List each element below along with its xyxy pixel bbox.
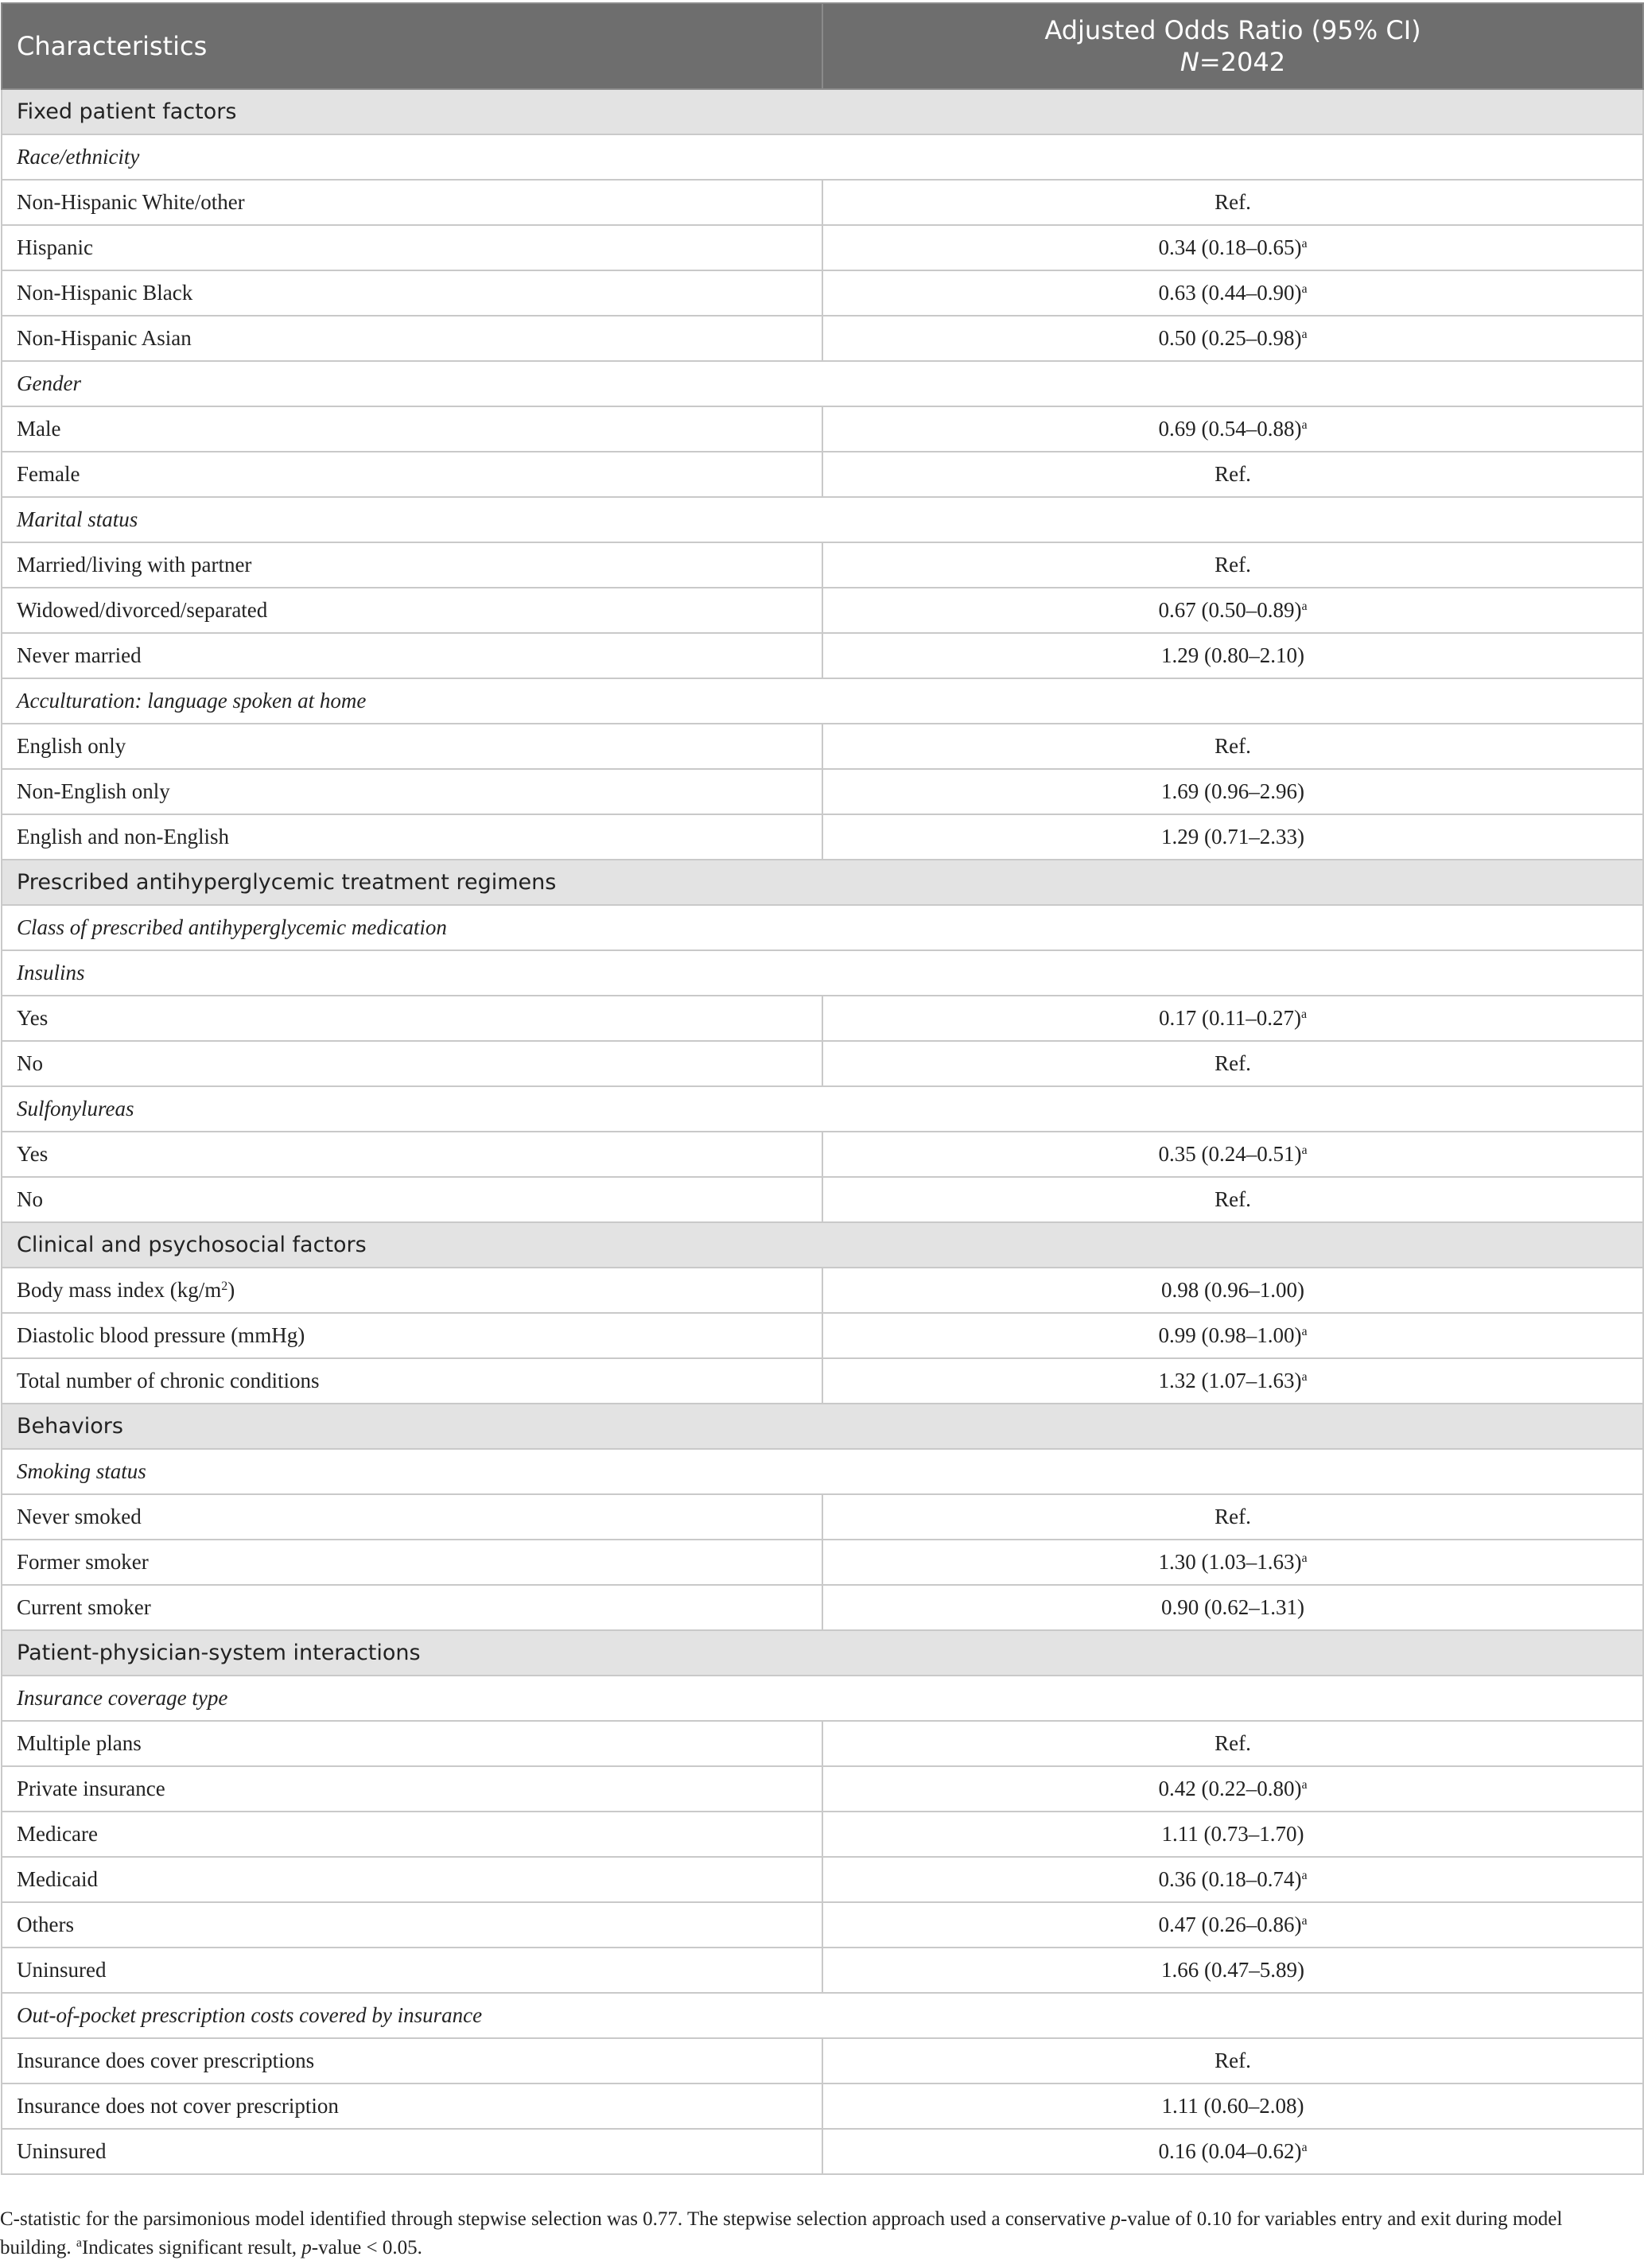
odds-ratio-value: 0.36 (0.18–0.74) — [1158, 1867, 1302, 1891]
characteristic-cell — [2, 542, 822, 588]
odds-ratio-value: 0.67 (0.50–0.89) — [1158, 598, 1302, 622]
table-row — [2, 1313, 1643, 1358]
characteristic-label: Private insurance — [17, 1777, 165, 1800]
characteristic-label: Married/living with partner — [17, 553, 252, 577]
subheading-label: Marital status — [2, 497, 1643, 542]
characteristic-label: Yes — [17, 1006, 49, 1030]
odds-ratio-cell — [822, 1857, 1643, 1902]
table-row — [2, 270, 1643, 316]
odds-ratio-cell — [822, 1766, 1643, 1812]
footnote-sig-marker: a — [76, 2236, 82, 2250]
characteristic-label: Hispanic — [17, 235, 93, 259]
odds-ratio-value: 1.29 (0.80–2.10) — [1161, 643, 1304, 667]
table-row — [2, 2038, 1643, 2084]
characteristic-label: Medicare — [17, 1822, 98, 1846]
header-or-label: Adjusted Odds Ratio (95% CI) — [1044, 15, 1421, 45]
odds-ratio-cell — [822, 1902, 1643, 1948]
characteristic-cell — [2, 814, 822, 860]
subheading-row — [2, 1993, 1643, 2038]
subheading-label: Sulfonylureas — [2, 1086, 1643, 1132]
odds-ratio-cell — [822, 1177, 1643, 1222]
characteristic-label: Widowed/divorced/separated — [17, 598, 268, 622]
characteristic-cell — [2, 406, 822, 452]
subheading-row — [2, 1449, 1643, 1494]
characteristic-label: Non-Hispanic White/other — [17, 190, 245, 214]
subheading-label: Gender — [2, 361, 1643, 406]
footnote-p-italic-1: p — [1110, 2208, 1121, 2230]
table-row — [2, 1721, 1643, 1766]
characteristic-label: Never smoked — [17, 1505, 142, 1528]
odds-ratio-cell — [822, 316, 1643, 361]
characteristic-cell — [2, 316, 822, 361]
characteristic-cell — [2, 1041, 822, 1086]
significance-marker: a — [1301, 328, 1308, 341]
subheading-label: Out-of-pocket prescription costs covered by insurance — [2, 1993, 1643, 2038]
significance-marker: a — [1300, 1008, 1308, 1021]
characteristic-cell — [2, 1540, 822, 1585]
odds-ratio-cell — [822, 406, 1643, 452]
table-row — [2, 1358, 1643, 1404]
characteristic-cell — [2, 2084, 822, 2129]
odds-ratio-cell — [822, 1358, 1643, 1404]
odds-ratio-value: 1.69 (0.96–2.96) — [1161, 779, 1304, 803]
table-body — [2, 89, 1643, 2174]
section-title: Clinical and psychosocial factors — [2, 1222, 1643, 1268]
characteristic-cell — [2, 1132, 822, 1177]
table-row — [2, 1041, 1643, 1086]
unit-superscript: 2 — [221, 1280, 228, 1293]
table-row — [2, 1766, 1643, 1812]
section-title: Prescribed antihyperglycemic treatment regimens — [2, 860, 1643, 905]
odds-ratio-value: 0.34 (0.18–0.65) — [1158, 235, 1302, 259]
table-row — [2, 1494, 1643, 1540]
subheading-label: Insulins — [2, 950, 1643, 996]
characteristic-cell — [2, 2038, 822, 2084]
characteristic-cell — [2, 270, 822, 316]
significance-marker: a — [1301, 1325, 1308, 1338]
characteristic-label: Former smoker — [17, 1550, 149, 1574]
subheading-label: Class of prescribed antihyperglycemic medication — [2, 905, 1643, 950]
characteristic-cell — [2, 1857, 822, 1902]
significance-marker: a — [1301, 282, 1308, 296]
characteristic-label: Multiple plans — [17, 1731, 142, 1755]
odds-ratio-cell — [822, 1313, 1643, 1358]
section-header-row — [2, 89, 1643, 134]
significance-marker: a — [1301, 2141, 1308, 2154]
odds-ratio-cell — [822, 452, 1643, 497]
characteristic-label: Non-Hispanic Black — [17, 281, 193, 305]
table-row — [2, 1857, 1643, 1902]
characteristic-cell — [2, 2129, 822, 2174]
odds-ratio-value: Ref. — [1215, 1505, 1251, 1528]
odds-ratio-value: 0.42 (0.22–0.80) — [1158, 1777, 1302, 1800]
odds-ratio-cell — [822, 1540, 1643, 1585]
table-row — [2, 1177, 1643, 1222]
odds-ratio-cell — [822, 1585, 1643, 1630]
characteristic-cell — [2, 1721, 822, 1766]
characteristic-label: Yes — [17, 1142, 49, 1166]
table-row — [2, 180, 1643, 225]
subheading-label: Smoking status — [2, 1449, 1643, 1494]
characteristic-label: No — [17, 1051, 43, 1075]
subheading-row — [2, 497, 1643, 542]
characteristic-cell — [2, 1268, 822, 1313]
characteristic-label: Medicaid — [17, 1867, 98, 1891]
odds-ratio-cell — [822, 2038, 1643, 2084]
odds-ratio-cell — [822, 180, 1643, 225]
significance-marker: a — [1301, 600, 1308, 613]
odds-ratio-value: 1.30 (1.03–1.63) — [1158, 1550, 1302, 1574]
subheading-label: Acculturation: language spoken at home — [2, 678, 1643, 724]
odds-ratio-value: 0.16 (0.04–0.62) — [1158, 2139, 1302, 2163]
characteristic-label: Insurance does not cover prescription — [17, 2094, 339, 2118]
characteristic-label: Non-Hispanic Asian — [17, 326, 192, 350]
characteristic-cell — [2, 1177, 822, 1222]
characteristic-cell — [2, 769, 822, 814]
characteristic-cell — [2, 225, 822, 270]
odds-ratio-value: 0.69 (0.54–0.88) — [1158, 417, 1302, 441]
section-title: Patient-physician-system interactions — [2, 1630, 1643, 1676]
table-row — [2, 225, 1643, 270]
table-header-row — [2, 3, 1643, 89]
significance-marker: a — [1301, 418, 1308, 432]
odds-ratio-value: Ref. — [1215, 1187, 1251, 1211]
odds-ratio-value: 1.32 (1.07–1.63) — [1158, 1369, 1302, 1392]
results-table-container — [1, 2, 1642, 2175]
subheading-row — [2, 134, 1643, 180]
footnote-text-1: C-statistic for the parsimonious model identified through stepwise selection was 0.77. The stepwise selection approach used a conservative — [0, 2208, 1111, 2230]
odds-ratio-value: Ref. — [1215, 2049, 1251, 2072]
table-row — [2, 1812, 1643, 1857]
characteristic-label: Diastolic blood pressure (mmHg) — [17, 1323, 305, 1347]
significance-marker: a — [1301, 1869, 1308, 1882]
subheading-row — [2, 678, 1643, 724]
subheading-label: Insurance coverage type — [2, 1676, 1643, 1721]
odds-ratio-cell — [822, 1812, 1643, 1857]
significance-marker: a — [1301, 1914, 1308, 1928]
odds-ratio-cell — [822, 588, 1643, 633]
subheading-row — [2, 1086, 1643, 1132]
header-adjusted-odds-ratio — [822, 3, 1643, 89]
odds-ratio-value: 0.99 (0.98–1.00) — [1158, 1323, 1302, 1347]
table-row — [2, 2084, 1643, 2129]
header-characteristics: Characteristics — [2, 3, 822, 89]
characteristic-label: English and non-English — [17, 825, 229, 849]
odds-ratio-cell — [822, 1721, 1643, 1766]
odds-ratio-value: Ref. — [1215, 734, 1251, 758]
characteristic-label: Male — [17, 417, 61, 441]
characteristic-cell — [2, 452, 822, 497]
odds-ratio-value: 0.98 (0.96–1.00) — [1161, 1278, 1304, 1302]
odds-ratio-cell — [822, 1948, 1643, 1993]
significance-marker: a — [1301, 1144, 1308, 1157]
section-title: Behaviors — [2, 1404, 1643, 1449]
characteristic-cell — [2, 1313, 822, 1358]
characteristic-cell — [2, 1585, 822, 1630]
characteristic-cell — [2, 1902, 822, 1948]
characteristic-cell — [2, 588, 822, 633]
table-row — [2, 1132, 1643, 1177]
footnote-text-4: -value < 0.05. — [311, 2237, 422, 2258]
characteristic-label: Insurance does cover prescriptions — [17, 2049, 315, 2072]
characteristic-label: Current smoker — [17, 1595, 151, 1619]
odds-ratio-value: 1.11 (0.73–1.70) — [1161, 1822, 1304, 1846]
characteristic-cell — [2, 724, 822, 769]
table-row — [2, 1902, 1643, 1948]
characteristic-label-tail: ) — [227, 1278, 235, 1302]
header-n-value: =2042 — [1199, 47, 1286, 77]
footnote-p-italic-2: p — [301, 2237, 312, 2258]
subheading-row — [2, 1676, 1643, 1721]
characteristic-cell — [2, 633, 822, 678]
characteristic-cell — [2, 996, 822, 1041]
table-row — [2, 769, 1643, 814]
table-row — [2, 1585, 1643, 1630]
significance-marker: a — [1301, 1778, 1308, 1792]
odds-ratio-value: Ref. — [1215, 190, 1251, 214]
table-row — [2, 814, 1643, 860]
odds-ratio-cell — [822, 1494, 1643, 1540]
table-row — [2, 1268, 1643, 1313]
table-footnote — [0, 2205, 1638, 2262]
odds-ratio-cell — [822, 724, 1643, 769]
odds-ratio-cell — [822, 2084, 1643, 2129]
table-row — [2, 2129, 1643, 2174]
section-header-row — [2, 1404, 1643, 1449]
table-row — [2, 633, 1643, 678]
odds-ratio-value: 1.66 (0.47–5.89) — [1161, 1958, 1304, 1982]
footnote-text-2: -value of 0.10 for variables entry and exit during model building. — [0, 2208, 1563, 2258]
odds-ratio-cell — [822, 2129, 1643, 2174]
odds-ratio-cell — [822, 270, 1643, 316]
characteristic-label: Never married — [17, 643, 142, 667]
table-row — [2, 316, 1643, 361]
characteristic-label: No — [17, 1187, 43, 1211]
odds-ratio-cell — [822, 1041, 1643, 1086]
odds-ratio-cell — [822, 633, 1643, 678]
odds-ratio-cell — [822, 996, 1643, 1041]
odds-ratio-cell — [822, 1132, 1643, 1177]
characteristic-label: Body mass index (kg/m — [17, 1278, 222, 1302]
table-row — [2, 1948, 1643, 1993]
section-title: Fixed patient factors — [2, 89, 1643, 134]
odds-ratio-cell — [822, 1268, 1643, 1313]
characteristic-cell — [2, 1766, 822, 1812]
significance-marker: a — [1301, 237, 1308, 250]
characteristic-label: Female — [17, 462, 80, 486]
odds-ratio-value: Ref. — [1215, 1731, 1251, 1755]
table-row — [2, 452, 1643, 497]
odds-ratio-value: 0.35 (0.24–0.51) — [1158, 1142, 1302, 1166]
section-header-row — [2, 1222, 1643, 1268]
odds-ratio-value: 0.63 (0.44–0.90) — [1158, 281, 1302, 305]
odds-ratio-value: Ref. — [1215, 462, 1251, 486]
odds-ratio-cell — [822, 814, 1643, 860]
odds-ratio-value: 1.29 (0.71–2.33) — [1161, 825, 1304, 849]
characteristic-label: Non-English only — [17, 779, 170, 803]
footnote-text-3: Indicates significant result, — [81, 2237, 302, 2258]
characteristic-cell — [2, 1494, 822, 1540]
odds-ratio-cell — [822, 542, 1643, 588]
significance-marker: a — [1301, 1551, 1308, 1565]
table-row — [2, 406, 1643, 452]
odds-ratio-value: 0.90 (0.62–1.31) — [1161, 1595, 1304, 1619]
characteristic-cell — [2, 1358, 822, 1404]
characteristic-label: Uninsured — [17, 1958, 107, 1982]
section-header-row — [2, 860, 1643, 905]
table-row — [2, 1540, 1643, 1585]
odds-ratio-value: 0.47 (0.26–0.86) — [1158, 1913, 1302, 1936]
table-row — [2, 996, 1643, 1041]
characteristic-cell — [2, 1948, 822, 1993]
adjusted-odds-ratio-table — [1, 2, 1644, 2175]
characteristic-label: English only — [17, 734, 126, 758]
odds-ratio-value: Ref. — [1215, 553, 1251, 577]
characteristic-label: Total number of chronic conditions — [17, 1369, 320, 1392]
odds-ratio-value: 1.11 (0.60–2.08) — [1161, 2094, 1304, 2118]
odds-ratio-value: 0.17 (0.11–0.27) — [1158, 1006, 1301, 1030]
odds-ratio-value: 0.50 (0.25–0.98) — [1158, 326, 1302, 350]
section-header-row — [2, 1630, 1643, 1676]
table-row — [2, 542, 1643, 588]
subheading-row — [2, 361, 1643, 406]
table-row — [2, 724, 1643, 769]
characteristic-label: Uninsured — [17, 2139, 107, 2163]
subheading-row — [2, 905, 1643, 950]
characteristic-cell — [2, 1812, 822, 1857]
subheading-label: Race/ethnicity — [2, 134, 1643, 180]
characteristic-label: Others — [17, 1913, 74, 1936]
characteristic-cell — [2, 180, 822, 225]
odds-ratio-cell — [822, 769, 1643, 814]
subheading-row — [2, 950, 1643, 996]
table-row — [2, 588, 1643, 633]
significance-marker: a — [1301, 1370, 1308, 1384]
odds-ratio-cell — [822, 225, 1643, 270]
odds-ratio-value: Ref. — [1215, 1051, 1251, 1075]
header-n-label: N — [1180, 47, 1199, 77]
